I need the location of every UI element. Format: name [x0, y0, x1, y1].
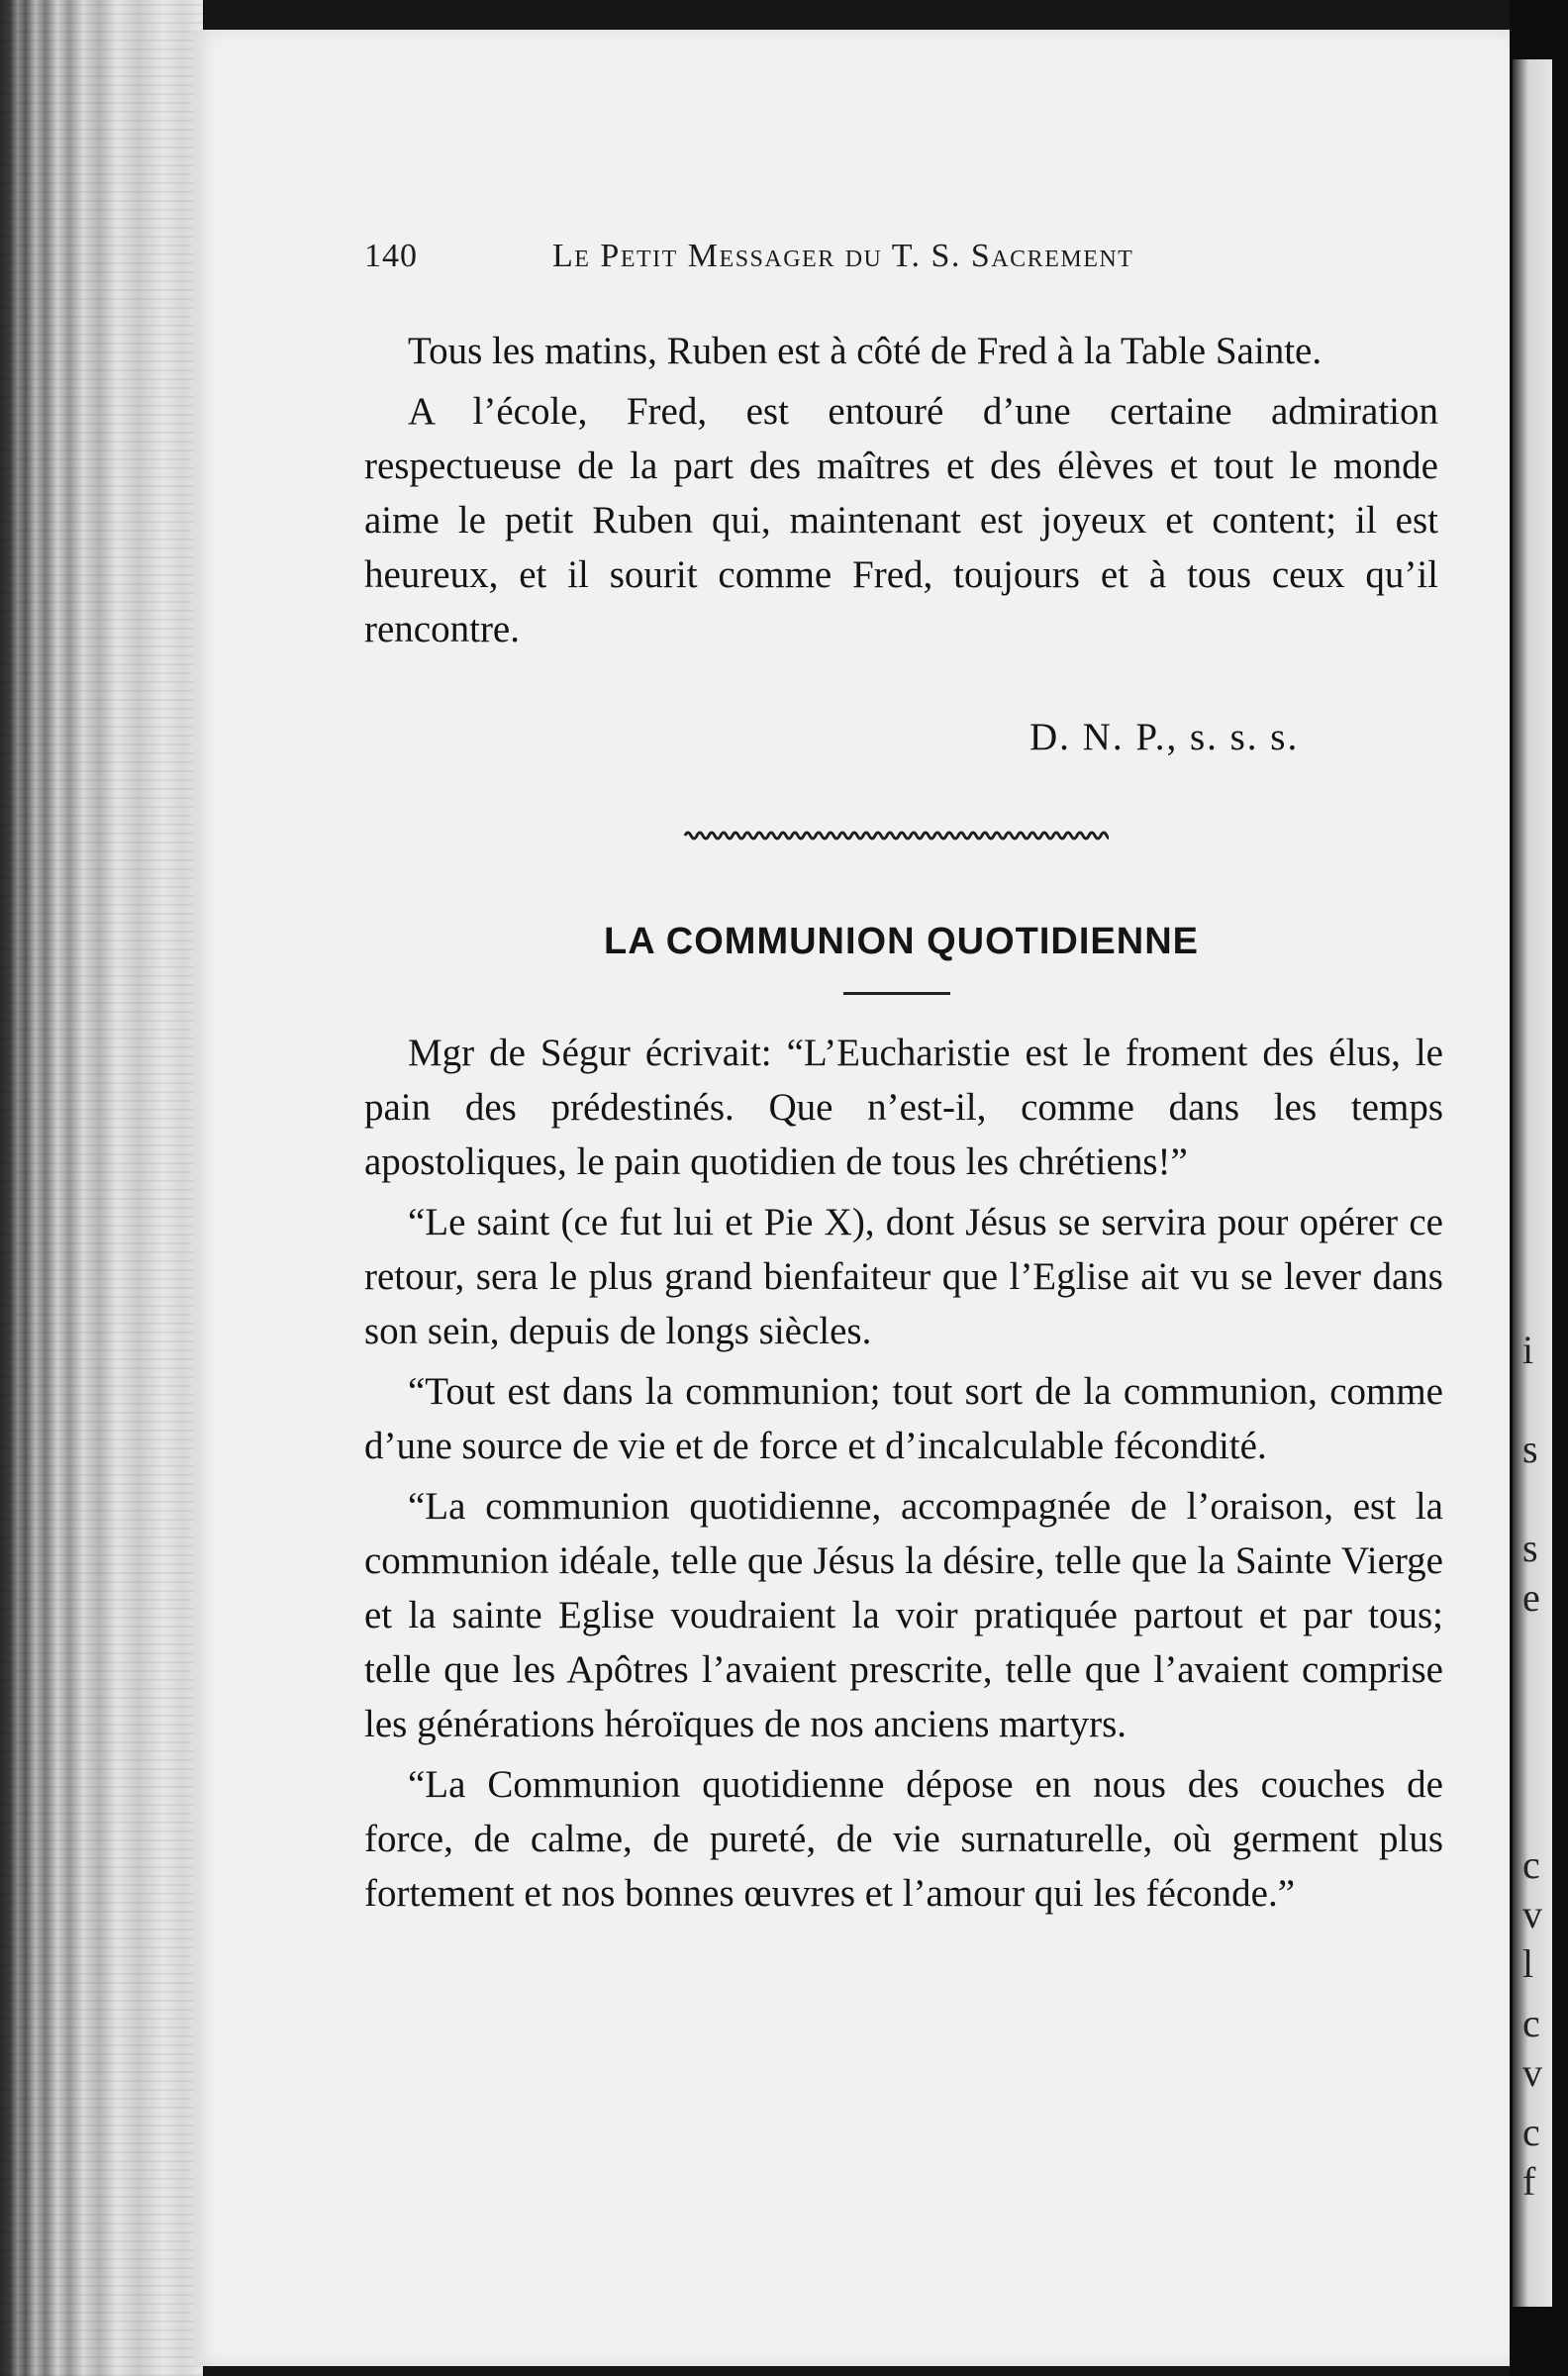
- page-number: 140: [364, 238, 418, 274]
- neighbor-glyph: c: [1522, 1842, 1540, 1887]
- neighbor-glyph: f: [1522, 2159, 1536, 2204]
- neighbor-glyph: l: [1522, 1941, 1534, 1986]
- running-title: Le Petit Messager du T. S. Sacrement: [552, 238, 1134, 274]
- author-signature: D. N. P., s. s. s.: [1029, 716, 1300, 758]
- paragraph: “La communion quotidienne, accompagnée de l’oraison, est la communion idéale, telle que Jésus la désire, telle que la Sainte Vierge et la sainte Eglise voudraient la voir pratiquée partout et par tous; telle que les Apôtres l’avaient prescrite, telle que l’avaient comprise les générations héroïques de nos anciens martyrs.: [364, 1485, 1443, 1745]
- paragraph: Tous les matins, Ruben est à côté de Fred à la Table Sainte.: [408, 330, 1323, 372]
- neighbor-glyph: v: [1522, 2050, 1542, 2095]
- neighbor-glyph: s: [1522, 1526, 1538, 1570]
- story-ending: [364, 324, 1438, 662]
- paragraph: “Tout est dans la communion; tout sort de la communion, comme d’une source de vie et de force et d’incalculable fécondité.: [364, 1370, 1443, 1467]
- paragraph: A l’école, Fred, est entouré d’une certaine admiration respectueuse de la part des maîtres et des élèves et tout le monde aime le petit Ruben qui, maintenant est joyeux et content; il est heureux, et il sourit comme Fred, toujours et à tous ceux qu’il rencontre.: [364, 390, 1438, 650]
- section-title: LA COMMUNION QUOTIDIENNE: [603, 921, 1199, 962]
- neighbor-glyph: i: [1522, 1328, 1534, 1372]
- neighbor-glyph: c: [1522, 2110, 1540, 2154]
- paragraph: Mgr de Ségur écrivait: “L’Eucharistie est le froment des élus, le pain des prédestinés. Que n’est-il, comme dans les temps apostoliques, le pain quotidien de tous les chrétiens!”: [364, 1032, 1443, 1183]
- section-body: [364, 1026, 1443, 1927]
- title-underline-rule: [843, 992, 950, 995]
- neighbor-glyph: s: [1522, 1427, 1538, 1471]
- neighbor-page-sliver: [1513, 59, 1552, 2307]
- paragraph: “La Communion quotidienne dépose en nous des couches de force, de calme, de pureté, de vie surnaturelle, où germent plus fortement et nos bonnes œuvres et l’amour qui les féconde.”: [364, 1763, 1443, 1915]
- neighbor-glyph: c: [1522, 2001, 1540, 2045]
- wavy-divider-ornament: [683, 824, 1109, 847]
- neighbor-glyph: e: [1522, 1575, 1540, 1620]
- stacked-page-edges: [0, 0, 203, 2376]
- neighbor-glyph: v: [1522, 1892, 1542, 1936]
- paragraph: “Le saint (ce fut lui et Pie X), dont Jésus se servira pour opérer ce retour, sera le plus grand bienfaiteur que l’Eglise ait vu se lever dans son sein, depuis de longs siècles.: [364, 1201, 1443, 1352]
